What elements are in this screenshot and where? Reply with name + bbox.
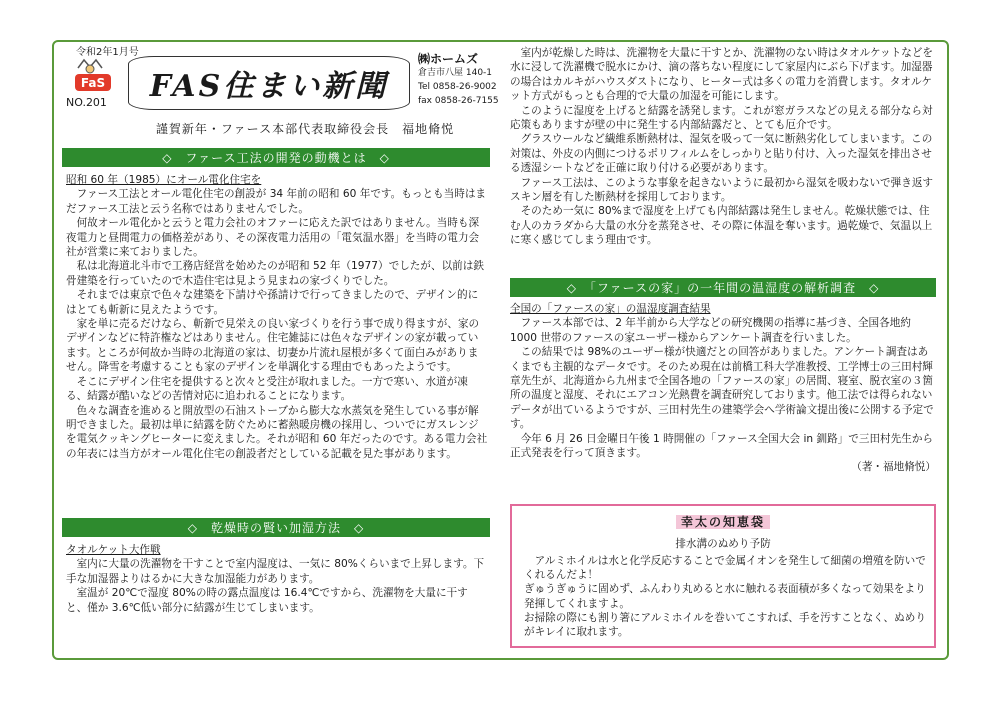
company-name: ㈱ホームズ [418, 52, 479, 66]
tips-box [510, 504, 936, 648]
section1-paragraph: 色々な調査を進めると開放型の石油ストーブから膨大な水蒸気を発生している事が解明できました。最初は単に結露を防ぐために蓄熱暖房機の採用し、ついでにガスレンジを電気クッキングヒーターに変えました。それが昭和 60 年だったのです。ある電力会社の年表には当方がオール電化住宅の創設者だとしている記載を見た事があります。 [66, 404, 488, 460]
section1-paragraph: 私は北海道北斗市で工務店経営を始めたのが昭和 52 年（1977）でしたが、以前は鉄骨建築を行っていたので木造住宅は見よう見まねの家づくりでした。 [66, 260, 484, 287]
section3-signature: （著・福地脩悦） [851, 461, 936, 474]
section3-subheading: 全国の「ファースの家」の温湿度調査結果 [510, 303, 711, 315]
company-tel: Tel 0858-26-9002 [418, 82, 497, 92]
masthead-title: FAS住まい新聞 [128, 56, 410, 110]
section1-subheading: 昭和 60 年（1985）にオール電化住宅を [66, 174, 262, 186]
section3-heading: ◇ 「ファースの家」の一年間の温湿度の解析調査 ◇ [510, 278, 936, 297]
tips-title-text: 幸太の知恵袋 [676, 515, 770, 529]
section1-paragraph: ファース工法とオール電化住宅の創設が 34 年前の昭和 60 年です。もっとも当時はまだファース工法と云う名称ではありませんでした。 [66, 188, 486, 215]
byline: 謹賀新年・ファース本部代表取締役会長 福地脩悦 [155, 122, 455, 136]
section1-paragraph: 何故オール電化かと云うと電力会社のオファーに応えた訳ではありません。当時も深夜電力と昼間電力の価格差があり、その深夜電力活用の「電気温水器」を当時の電力会社が営業に来ておりました。 [66, 217, 480, 259]
tips-body [524, 554, 926, 639]
section2-body-left [66, 543, 488, 615]
section2-paragraph: グラスウールなど繊維系断熱材は、湿気を吸って一気に断熱劣化してしまいます。この対策は、外皮の内側につけるポリフィルムをしっかりと貼り付け、入った湿気を排出させる透湿シートなどを正確に取り付ける必要があります。 [510, 133, 933, 175]
company-info [418, 52, 508, 108]
company-fax: fax 0858-26-7155 [418, 96, 499, 106]
section2-paragraph: 室内が乾燥した時は、洗濯物を大量に干すとか、洗濯物のない時はタオルケットなどを水に浸して洗濯機で脱水にかけ、滴の落ちない程度にして家屋内にぶら下げます。加湿器の場合はカルキがハウスダストになり、ヒーター式は多くの電力を消費します。タオルケット方式がもっとも合理的で大量の加湿を可能にします。 [510, 47, 934, 103]
section1-paragraph: そこにデザイン住宅を提供すると次々と受注が取れました。一方で寒い、水道が凍る、結露が酷いなどの苦情対応に追われることになります。 [66, 375, 468, 403]
section1-paragraph: それまでは東京で色々な建築を下請けや孫請けで行ってきましたので、デザイン的にはとても斬新に見えたようです。 [66, 289, 479, 316]
section2-paragraph: そのため一気に 80%まで湿度を上げても内部結露は発生しません。乾燥状態では、住む人のカラダから大量の水分を蒸発させ、その際に体温を奪います。過乾燥で、気温以上に寒く感じてしまう理由です。 [510, 205, 933, 247]
tips-paragraph: アルミホイルは水と化学反応することで金属イオンを発生して細菌の増殖を防いでくれるんだよ！ [524, 555, 926, 582]
company-address: 倉吉市八屋 140-1 [418, 68, 493, 78]
tips-title [512, 513, 934, 530]
section2-paragraph: ファース工法は、このような事象を起きないように最初から湿気を吸わないで弾き返すスキン層を有した断熱材を採用しております。 [510, 176, 934, 204]
section2-paragraph: このように湿度を上げると結露を誘発します。これが窓ガラスなどの見える部分なら対応策もありますが壁の中に発生する内部結露だと、とても厄介です。 [510, 104, 933, 132]
section2-paragraph: 室温が 20℃で湿度 80%の時の露点温度は 16.4℃ですから、洗濯物を大量に干すと、僅か 3.6℃低い部分に結露が生じてしまいます。 [66, 587, 468, 614]
section3-body [510, 302, 936, 475]
issue-date: 令和2年1月号 [76, 47, 139, 58]
issue-number: NO.201 [66, 96, 107, 109]
tips-paragraph: お掃除の際にも割り箸にアルミホイルを巻いてこすれば、手を汚すことなく、ぬめりがキレイに取れます。 [524, 611, 926, 639]
section1-heading: ◇ ファース工法の開発の動機とは ◇ [62, 148, 490, 167]
section1-body [66, 173, 488, 461]
section2-heading: ◇ 乾燥時の賢い加湿方法 ◇ [62, 518, 490, 537]
tips-subtitle: 排水溝のぬめり予防 [675, 538, 771, 550]
section3-paragraph: この結果では 98%のユーザー様が快適だとの回答がありました。アンケート調査はあくまでも主観的なデータです。そのため現在は前橋工科大学准教授、工学博士の三田村輝章先生が、北海道から九州まで全国各地の「ファースの家」の居間、寝室、脱衣室の３箇所の温度と湿度、それにエアコン光熱費を調査研究しております。他工法では得られないデータが出ているようですが、三田村先生の建築学会へ学術論文提出後に公開する予定です。 [510, 346, 934, 431]
section2-subheading: タオルケット大作戦 [66, 544, 161, 556]
section3-paragraph: 今年 6 月 26 日金曜日午後 1 時開催の「ファース全国大会 in 釧路」で三田村先生から正式発表を行って頂きます。 [510, 432, 933, 460]
tips-paragraph: ぎゅうぎゅうに固めず、ふんわり丸めると水に触れる表面積が多くなって効果をより発揮してくれますよ。 [524, 583, 926, 610]
section2-paragraph: 室内に大量の洗濯物を干すことで室内湿度は、一気に 80%くらいまで上昇します。下手な加湿器よりはるかに大きな加湿能力があります。 [66, 558, 485, 585]
section3-paragraph: ファース本部では、2 年半前から大学などの研究機関の指導に基づき、全国各地約 1000 世帯のファースの家ユーザー様からアンケート調査を行いました。 [510, 317, 911, 344]
section2-body-right [510, 46, 936, 248]
logo-icon [74, 58, 112, 92]
logo-text: FaS [80, 76, 106, 90]
section1-paragraph: 家を単に売るだけなら、斬新で見栄えの良い家づくりを行う事で成り得ますが、家のデザインなどに特許権などはありません。住宅雑誌には色々なデザインの家が載っています。ところが何故か当時の北海道の家は、切妻か片流れ屋根が多くて面白みがありません。降雪を考慮することも家のデザインを単調化する理由でもあったようです。 [66, 318, 480, 374]
